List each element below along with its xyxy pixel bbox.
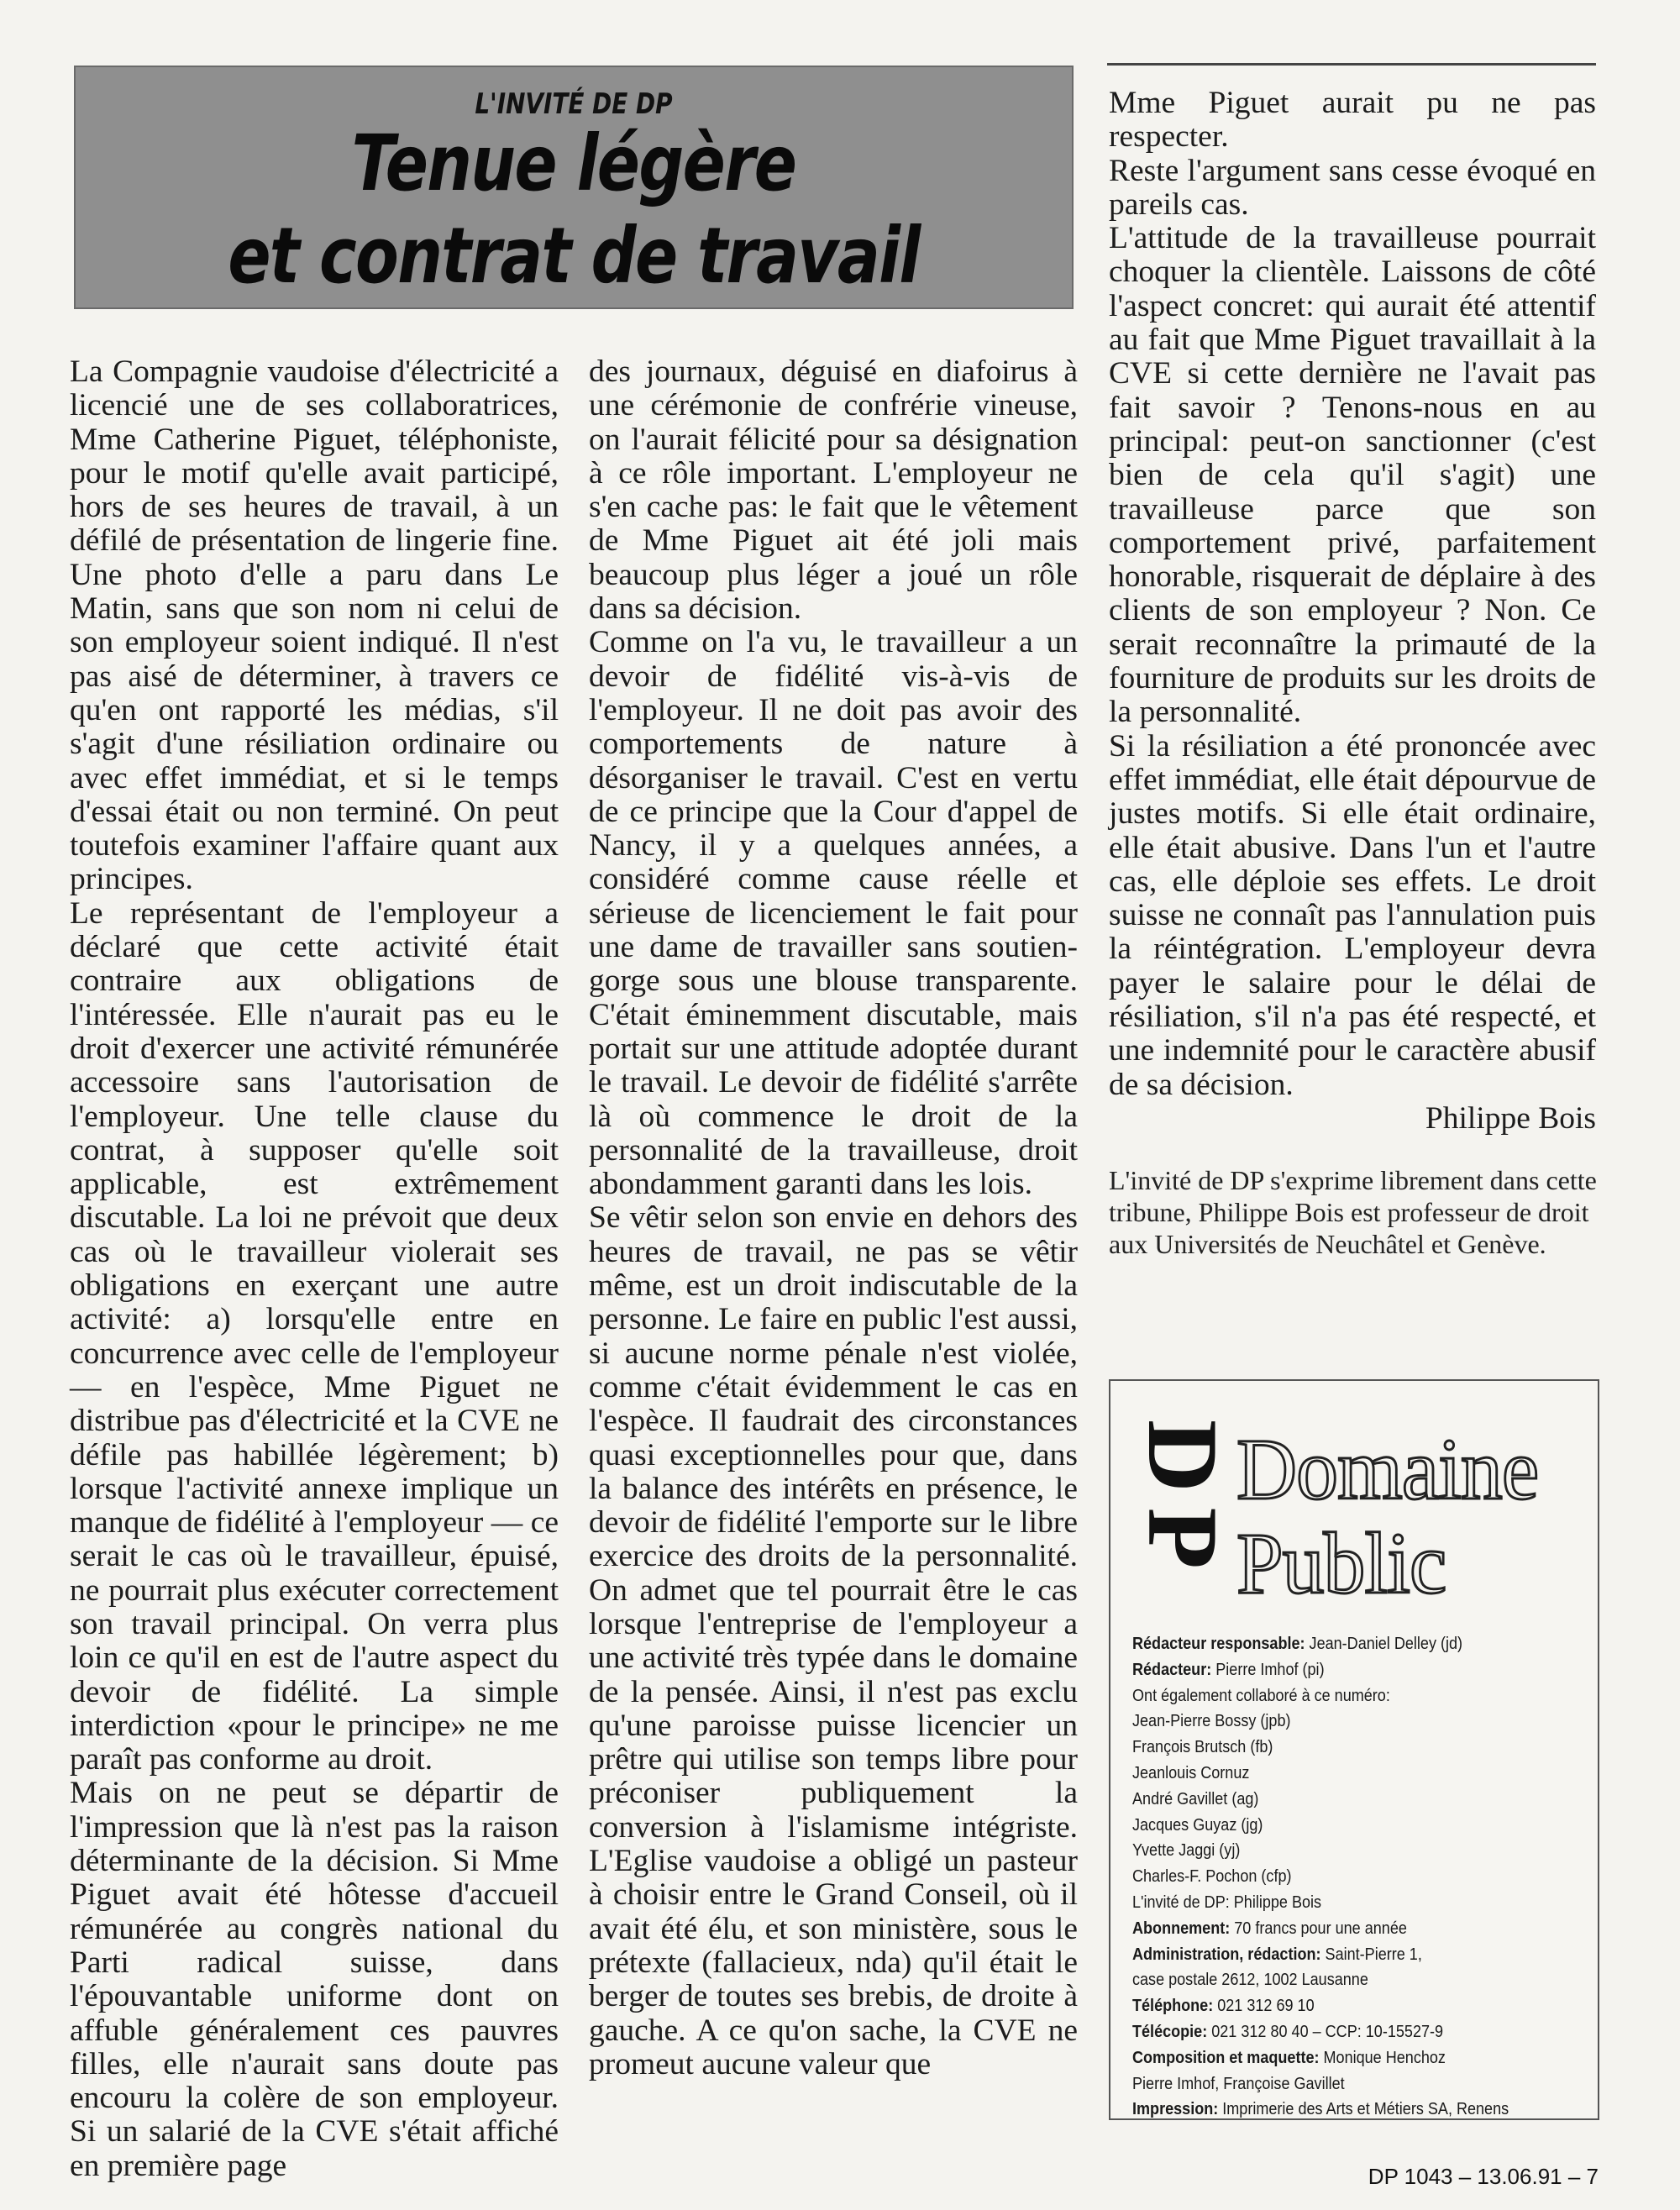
credit-label: Rédacteur responsable:: [1132, 1634, 1305, 1653]
credit-value: 70 francs pour une année: [1230, 1918, 1407, 1938]
paragraph: Mais on ne peut se départir de l'impression que là n'est pas la raison déterminante de la décision. Si Mme Piguet avait été hôtesse d'accueil rémunérée au congrès national du Parti radical suisse, dans l'épouvantable uniforme dont on affuble généralement ces pauvres filles, elle n'aurait sans doute pas encouru la colère de son employeur. Si un salarié de la CVE s'était affiché en première page: [70, 1776, 559, 2183]
credit-label: Composition et maquette:: [1132, 2047, 1320, 2067]
credit-value: Yvette Jaggi (yj): [1132, 1840, 1241, 1861]
page-footer: DP 1043 – 13.06.91 – 7: [1368, 2164, 1599, 2189]
credit-label: Impression:: [1132, 2099, 1219, 2119]
credit-value: Imprimerie des Arts et Métiers SA, Renens: [1218, 2099, 1509, 2119]
credit-line: [1132, 1709, 1531, 1735]
credit-label: Téléphone:: [1132, 1996, 1214, 2016]
credit-label: Rédacteur:: [1132, 1659, 1212, 1679]
paragraph: Mme Piguet aurait pu ne pas respecter.: [1109, 86, 1596, 155]
credit-value: André Gavillet (ag): [1132, 1788, 1259, 1808]
credit-value: 021 312 80 40 – CCP: 10-15527-9: [1207, 2021, 1444, 2041]
credit-line: [1132, 1631, 1531, 1657]
author-signature: Philippe Bois: [1425, 1100, 1596, 1136]
credit-line: [1132, 1735, 1531, 1761]
brand-name: [1236, 1423, 1575, 1611]
paragraph: Se vêtir selon son envie en dehors des heures de travail, ne pas se vêtir même, est un droit indiscutable de la personne. Le faire en public l'est aussi, si aucune norme pénale n'est violée, comme c'était évidemment le cas en l'espèce. Il faudrait des circonstances quasi exceptionnelles pour que, dans la balance des intérêts en présence, le devoir de fidélité l'emporte sur le libre exercice des droits de la personnalité. On admet que tel pourrait être le cas lorsque l'entreprise de l'employeur a une activité très typée dans le domaine de la pensée. Ainsi, il n'est pas exclu qu'une paroisse puisse licencier un prêtre qui utilise son temps libre pour préconiser publiquement la conversion à l'islamisme intégriste. L'Eglise vaudoise a obligé un pasteur à choisir entre le Grand Conseil, où il avait été élu, et son ministère, sous le prétexte (fallacieux, nda) qu'il était le berger de toutes ses brebis, de droite à gauche. A ce qu'on sache, la CVE ne promeut aucune valeur que: [589, 1200, 1078, 2081]
credit-value: 021 312 69 10: [1213, 1996, 1315, 2016]
credit-line: [1132, 1813, 1531, 1839]
credit-line: [1132, 2019, 1531, 2045]
credit-value: Pierre Imhof, Françoise Gavillet: [1132, 2073, 1345, 2093]
credit-line: [1132, 1657, 1531, 1683]
credit-line: [1132, 1993, 1531, 2019]
credit-value: L'invité de DP: Philippe Bois: [1132, 1892, 1322, 1912]
credit-value: Jean-Daniel Delley (jd): [1305, 1634, 1463, 1653]
article-column-2: [589, 355, 1078, 2081]
credit-value: Jacques Guyaz (jg): [1132, 1814, 1263, 1835]
masthead-credits: [1132, 1631, 1586, 2123]
credit-line: [1132, 1890, 1531, 1916]
credit-value: Ont également collaboré à ce numéro:: [1132, 1685, 1390, 1705]
paragraph: L'attitude de la travailleuse pourrait choquer la clientèle. Laissons de côté l'aspect concret: qui aurait été attentif au fait que Mme Piguet travaillait à la CVE si cette dernière ne l'avait pas fait savoir ? Tenons-nous en au principal: peut-on sanctionner (c'est bien de cela qu'il s'agit) une travailleuse parce que son comportement privé, parfaitement honorable, risquerait de déplaire à des clients de son employeur ? Non. Ce serait reconnaître la primauté de la fourniture de produits sur les droits de la personnalité.: [1109, 221, 1596, 730]
headline-line-2: et contrat de travail: [228, 211, 920, 301]
credit-line: [1132, 1838, 1531, 1864]
paragraph: Comme on l'a vu, le travailleur a un devoir de fidélité vis-à-vis de l'employeur. Il ne doit pas avoir des comportements de nature à désorganiser le travail. C'est en vertu de ce principe que la Cour d'appel de Nancy, il y a quelques années, a considéré comme cause réelle et sérieuse de licenciement le fait pour une dame de travailler sans soutien-gorge sous une blouse transparente. C'était éminemment discutable, mais portait sur une attitude adoptée durant le travail. Le devoir de fidélité s'arrête là où commence le droit de la personnalité de la travailleuse, droit abondamment garanti dans les lois.: [589, 625, 1078, 1202]
credit-line: [1132, 2071, 1531, 2097]
credit-value: Jeanlouis Cornuz: [1132, 1762, 1250, 1782]
credit-line: [1132, 2097, 1531, 2123]
paragraph: Si la résiliation a été prononcée avec effet immédiat, elle était dépourvue de justes motifs. Si elle était ordinaire, elle était abusive. Dans l'un et l'autre cas, elle déploie ses effets. Le droit suisse ne connaît pas l'annulation puis la réintégration. L'employeur devra payer le salaire pour le délai de résiliation, s'il n'a pas été respecté, et une indemnité pour le caractère abusif de sa décision.: [1109, 728, 1596, 1102]
column-rule: [1107, 63, 1596, 66]
credit-label: Abonnement:: [1132, 1918, 1231, 1938]
article-column-1: [70, 355, 559, 2183]
credit-value: François Brutsch (fb): [1132, 1737, 1273, 1757]
credit-line: [1132, 1787, 1531, 1813]
masthead-box: [1109, 1379, 1599, 2120]
article-column-3: [1109, 87, 1596, 1136]
credit-label: Télécopie:: [1132, 2021, 1208, 2041]
credit-value: Saint-Pierre 1,: [1320, 1944, 1422, 1964]
paragraph: Reste l'argument sans cesse évoqué en pareils cas.: [1109, 153, 1596, 222]
dp-logo-letters: DP: [1127, 1420, 1239, 1584]
credit-value: Charles-F. Pochon (cfp): [1132, 1866, 1292, 1887]
brand-line-1: Domaine: [1236, 1421, 1539, 1518]
credit-value: Monique Henchoz: [1319, 2047, 1446, 2067]
credit-label: Administration, rédaction:: [1132, 1944, 1321, 1964]
credit-value: Jean-Pierre Bossy (jpb): [1132, 1711, 1291, 1731]
paragraph: Le représentant de l'employeur a déclaré que cette activité était contraire aux obligations de l'intéressée. Elle n'aurait pas eu le droit d'exercer une activité rémunérée accessoire sans l'autorisation de l'employeur. Une telle clause du contrat, à supposer qu'elle soit applicable, est extrêmement discutable. La loi ne prévoit que deux cas où le travailleur violerait ses obligations en exerçant une autre activité: a) lorsqu'elle entre en concurrence avec celle de l'employeur — en l'espèce, Mme Piguet ne distribue pas d'électricité et la CVE ne défile pas habillée légèrement; b) lorsque l'activité annexe implique un manque de fidélité à l'employeur — ce serait le cas où le travailleur, épuisé, ne pourrait plus exécuter correctement son travail principal. On verra plus loin ce qu'il en est de l'autre aspect du devoir de fidélité. La simple interdiction «pour le principe» ne me paraît pas conforme au droit.: [70, 895, 559, 1777]
credit-value: Pierre Imhof (pi): [1211, 1659, 1325, 1679]
headline: [164, 118, 984, 302]
credit-line: [1132, 1683, 1531, 1709]
credit-line: [1132, 1761, 1531, 1787]
kicker: L'INVITÉ DE DP: [475, 87, 673, 121]
credit-line: [1132, 1942, 1531, 1968]
credit-line: [1132, 1967, 1531, 1993]
article-header-box: [74, 66, 1074, 309]
credit-line: [1132, 1916, 1531, 1942]
headline-line-1: Tenue légère: [351, 118, 796, 208]
credit-line: [1132, 2045, 1531, 2071]
paragraph: La Compagnie vaudoise d'électricité a licencié une de ses collaboratrices, Mme Catherine Piguet, téléphoniste, pour le motif qu'elle avait participé, hors de ses heures de travail, à un défilé de présentation de lingerie fine. Une photo d'elle a paru dans Le Matin, sans que son nom ni celui de son employeur soient indiqué. Il n'est pas aisé de déterminer, à travers ce qu'en ont rapporté les médias, s'il s'agit d'une résiliation ordinaire ou avec effet immédiat, et si le temps d'essai était ou non terminé. On peut toutefois examiner l'affaire quant aux principes.: [70, 354, 559, 897]
credit-line: [1132, 1864, 1531, 1890]
credit-value: case postale 2612, 1002 Lausanne: [1132, 1970, 1368, 1990]
paragraph: des journaux, déguisé en diafoirus à une cérémonie de confrérie vineuse, on l'aurait félicité pour sa désignation à ce rôle important. L'employeur ne s'en cache pas: le fait que le vêtement de Mme Piguet ait été joli mais beaucoup plus léger a joué un rôle dans sa décision.: [589, 354, 1078, 627]
brand-line-2: Public: [1236, 1515, 1446, 1612]
guest-note: L'invité de DP s'exprime librement dans cette tribune, Philippe Bois est professeur de droit aux Universités de Neuchâtel et Genève.: [1109, 1165, 1597, 1259]
